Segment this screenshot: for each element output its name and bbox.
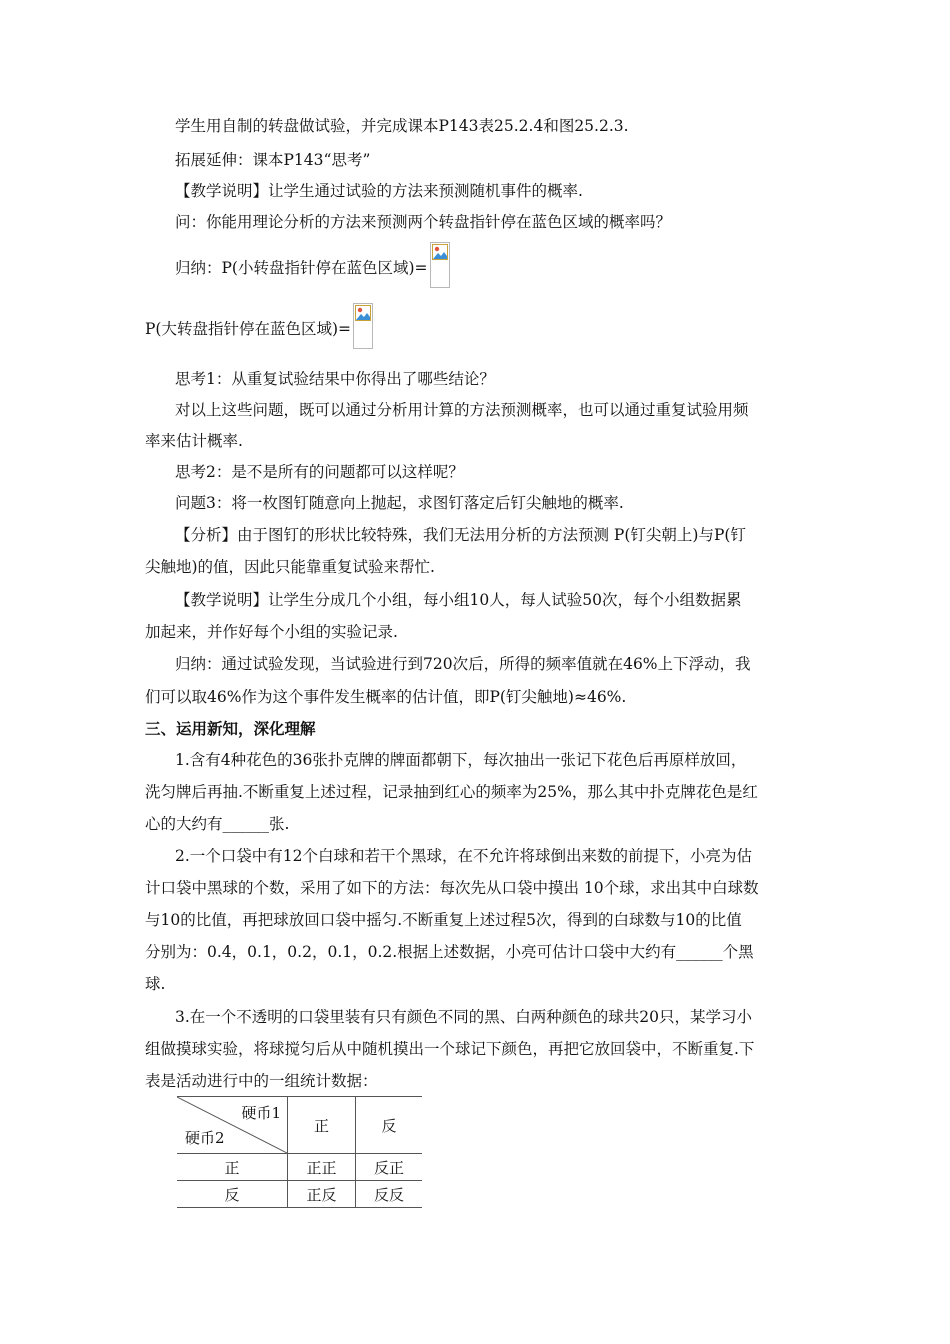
exercise-line: 组做摸球实验，将球搅匀后从中随机摸出一个球记下颜色，再把它放回袋中，不断重复.下 <box>145 1040 755 1058</box>
teaching-note-line: 【教学说明】让学生通过试验的方法来预测随机事件的概率. <box>175 182 583 200</box>
broken-image-icon <box>430 242 450 288</box>
paragraph-line: 对以上这些问题，既可以通过分析用计算的方法预测概率，也可以通过重复试验用频 <box>175 401 749 419</box>
teaching-note-line: 【教学说明】让学生分成几个小组，每小组10人，每人试验50次，每个小组数据累 <box>175 591 742 609</box>
exercise-line: 3.在一个不透明的口袋里装有只有颜色不同的黑、白两种颜色的球共20只，某学习小 <box>175 1008 753 1026</box>
analysis-line: 尖触地)的值，因此只能靠重复试验来帮忙. <box>145 558 435 576</box>
coin-outcome-table <box>177 1096 422 1208</box>
exercise-line: 分别为：0.4，0.1，0.2，0.1，0.2.根据上述数据，小亮可估计口袋中大约有______个黑 <box>145 943 754 961</box>
teaching-note-line: 加起来，并作好每个小组的实验记录. <box>145 623 398 641</box>
table-header-cell: 正 <box>288 1097 356 1154</box>
corner-label-coin2: 硬币2 <box>185 1129 225 1147</box>
table-corner-cell <box>177 1097 288 1154</box>
exercise-line: 2.一个口袋中有12个白球和若干个黑球，在不允许将球倒出来数的前提下，小亮为估 <box>175 847 753 865</box>
induction-text: P(大转盘指针停在蓝色区域)= <box>145 320 352 338</box>
induction-line-small-dial <box>175 242 450 288</box>
exercise-line: 球. <box>145 975 166 993</box>
exercise-line: 表是活动进行中的一组统计数据： <box>145 1072 378 1090</box>
question-line: 问：你能用理论分析的方法来预测两个转盘指针停在蓝色区域的概率吗？ <box>175 213 672 231</box>
paragraph-line: 问题3：将一枚图钉随意向上抛起，求图钉落定后钉尖触地的概率. <box>175 494 624 512</box>
table-row <box>177 1154 422 1181</box>
induction-line: 们可以取46%作为这个事件发生概率的估计值，即P(钉尖触地)≈46%. <box>145 688 627 706</box>
table-cell: 反反 <box>356 1181 423 1208</box>
paragraph-line: 拓展延伸：课本P143“思考” <box>175 151 371 169</box>
table-header-row <box>177 1097 422 1154</box>
exercise-line: 1.含有4种花色的36张扑克牌的牌面都朝下，每次抽出一张记下花色后再原样放回， <box>175 751 747 769</box>
table-cell: 正反 <box>288 1181 356 1208</box>
paragraph-line: 学生用自制的转盘做试验，并完成课本P143表25.2.4和图25.2.3. <box>175 117 629 135</box>
broken-image-icon <box>353 303 373 349</box>
paragraph-line: 思考1：从重复试验结果中你得出了哪些结论？ <box>175 370 495 388</box>
table-header-cell: 反 <box>356 1097 423 1154</box>
exercise-line: 洗匀牌后再抽.不断重复上述过程，记录抽到红心的频率为25%，那么其中扑克牌花色是红 <box>145 783 758 801</box>
table-cell: 反正 <box>356 1154 423 1181</box>
exercise-line: 与10的比值，再把球放回口袋中摇匀.不断重复上述过程5次，得到的白球数与10的比值 <box>145 911 742 929</box>
table-row-head: 反 <box>177 1181 288 1208</box>
induction-line-big-dial <box>145 303 373 349</box>
induction-text: 归纳：P(小转盘指针停在蓝色区域)= <box>175 259 428 277</box>
table-cell: 正正 <box>288 1154 356 1181</box>
section-heading: 三、运用新知，深化理解 <box>145 720 316 738</box>
paragraph-line: 率来估计概率. <box>145 432 243 450</box>
exercise-line: 计口袋中黑球的个数，采用了如下的方法：每次先从口袋中摸出 10个球，求出其中白球数 <box>145 879 759 897</box>
paragraph-line: 思考2：是不是所有的问题都可以这样呢？ <box>175 463 464 481</box>
analysis-line: 【分析】由于图钉的形状比较特殊，我们无法用分析的方法预测 P(钉尖朝上)与P(钉 <box>175 526 746 544</box>
corner-label-coin1: 硬币1 <box>241 1104 281 1122</box>
table-row-head: 正 <box>177 1154 288 1181</box>
exercise-line: 心的大约有______张. <box>145 815 290 833</box>
table-row <box>177 1181 422 1208</box>
induction-line: 归纳：通过试验发现，当试验进行到720次后，所得的频率值就在46%上下浮动，我 <box>175 655 751 673</box>
